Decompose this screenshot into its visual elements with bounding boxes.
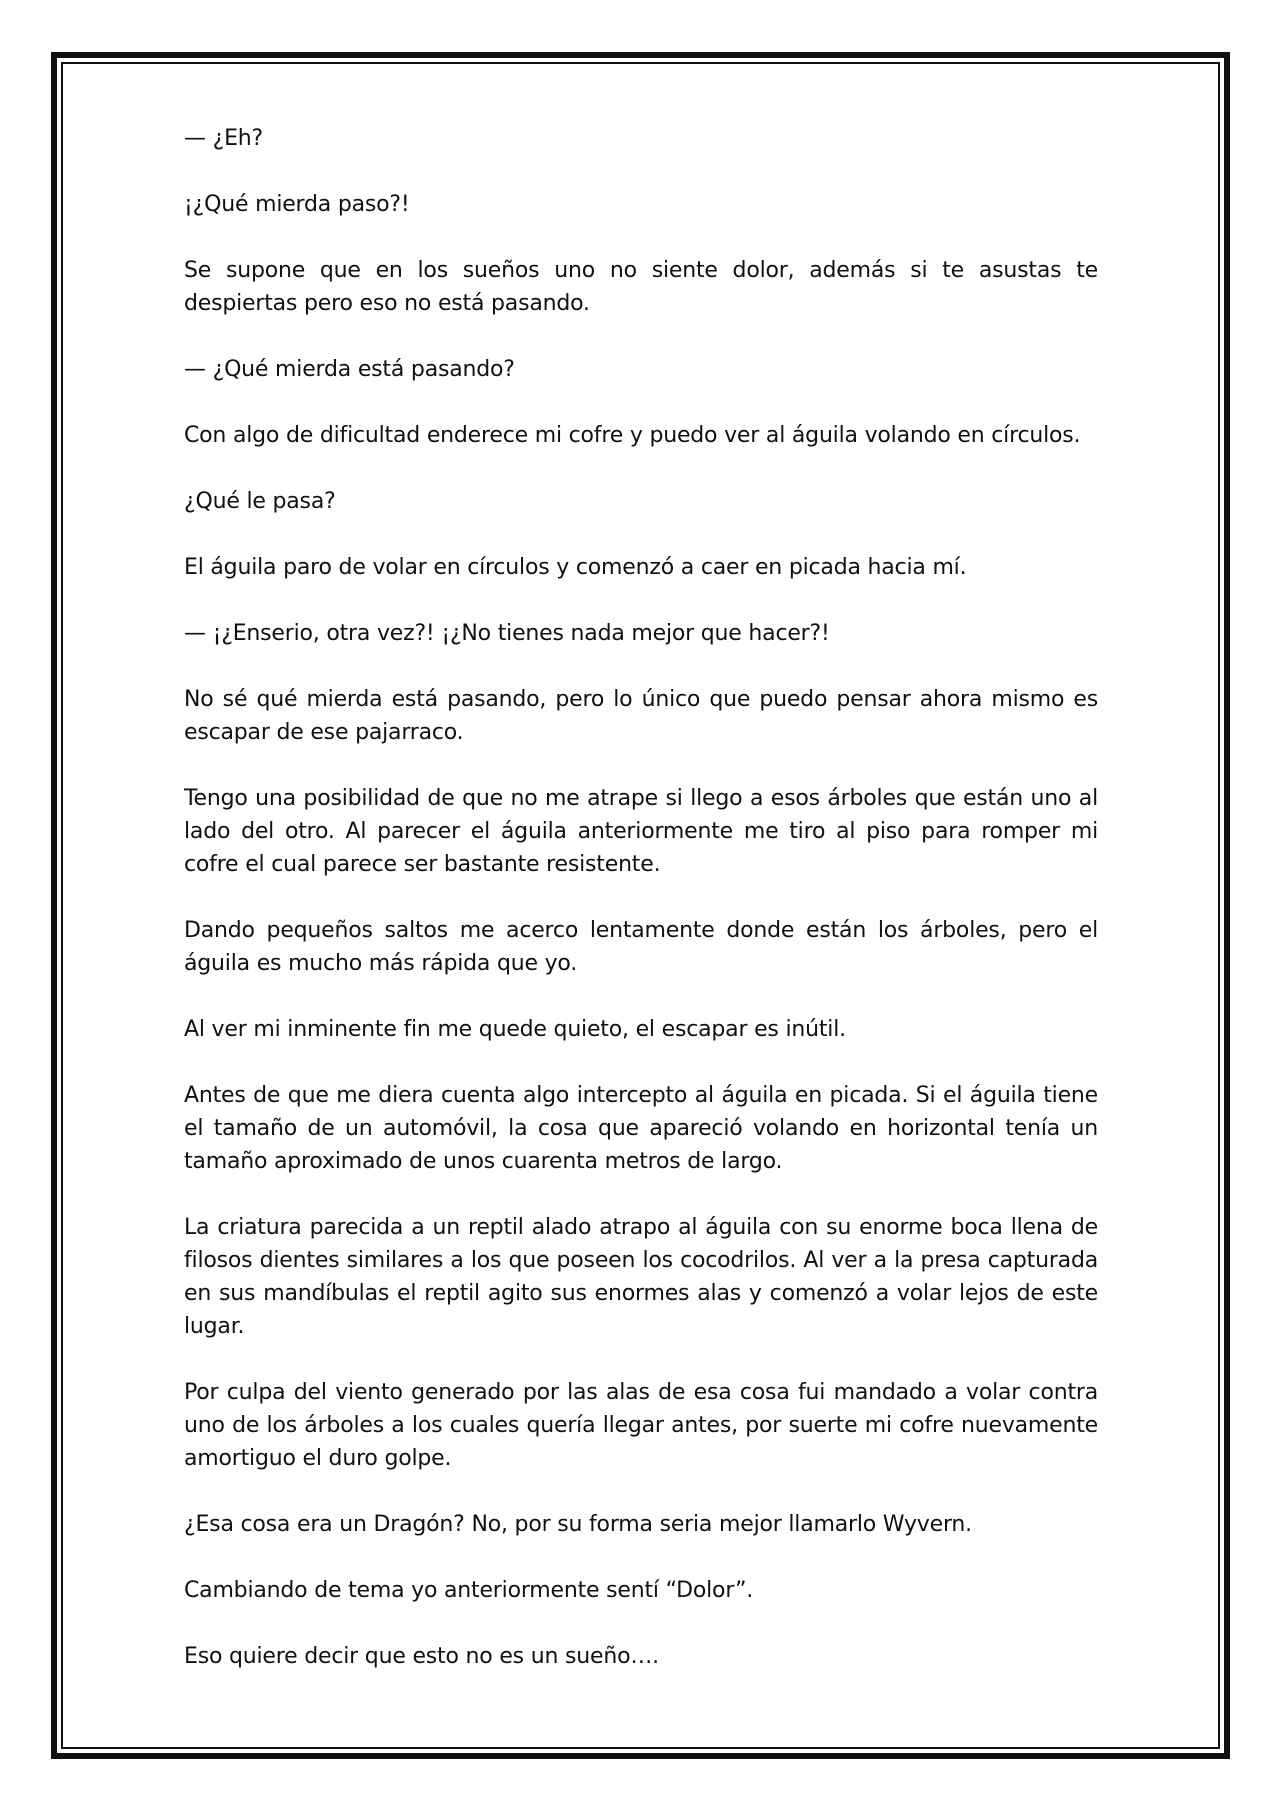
paragraph-17: Cambiando de tema yo anteriormente sentí “Dolor”. — [184, 1578, 754, 1603]
paragraph-7: El águila paro de volar en círculos y comenzó a caer en picada hacia mí. — [184, 555, 967, 580]
paragraph-13: Antes de que me diera cuenta algo intercepto al águila en picada. Si el águila tiene el tamaño de un automóvil, la cosa que apareció volando en horizontal tenía un tamaño aproximado de unos cuarenta metros de largo. — [184, 1083, 1098, 1174]
paragraph-3: Se supone que en los sueños uno no siente dolor, además si te asustas te despiertas pero eso no está pasando. — [184, 258, 1098, 316]
paragraph-11: Dando pequeños saltos me acerco lentamente donde están los árboles, pero el águila es mucho más rápida que yo. — [184, 918, 1098, 976]
paragraph-5: Con algo de dificultad enderece mi cofre y puedo ver al águila volando en círculos. — [184, 423, 1081, 448]
paragraph-16: ¿Esa cosa era un Dragón? No, por su forma seria mejor llamarlo Wyvern. — [184, 1512, 972, 1537]
paragraph-14: La criatura parecida a un reptil alado atrapo al águila con su enorme boca llena de filosos dientes similares a los que poseen los cocodrilos. Al ver a la presa capturada en sus mandíbulas el reptil agito sus enormes alas y comenzó a volar lejos de este lugar. — [184, 1215, 1098, 1339]
paragraph-12: Al ver mi inminente fin me quede quieto, el escapar es inútil. — [184, 1017, 846, 1042]
paragraph-10: Tengo una posibilidad de que no me atrape si llego a esos árboles que están uno al lado del otro. Al parecer el águila anteriormente me tiro al piso para romper mi cofre el cual parece ser bastante resistente. — [184, 786, 1098, 877]
paragraph-15: Por culpa del viento generado por las alas de esa cosa fui mandado a volar contra uno de los árboles a los cuales quería llegar antes, por suerte mi cofre nuevamente amortiguo el duro golpe. — [184, 1380, 1098, 1471]
paragraph-6: ¿Qué le pasa? — [184, 489, 336, 514]
paragraph-4: — ¿Qué mierda está pasando? — [184, 357, 515, 382]
paragraph-2: ¡¿Qué mierda paso?! — [184, 192, 410, 217]
document-body — [184, 122, 1098, 1706]
paragraph-9: No sé qué mierda está pasando, pero lo único que puedo pensar ahora mismo es escapar de ese pajarraco. — [184, 687, 1098, 745]
paragraph-18: Eso quiere decir que esto no es un sueño…. — [184, 1644, 659, 1669]
paragraph-8: — ¡¿Enserio, otra vez?! ¡¿No tienes nada mejor que hacer?! — [184, 621, 830, 646]
paragraph-1: — ¿Eh? — [184, 126, 263, 151]
